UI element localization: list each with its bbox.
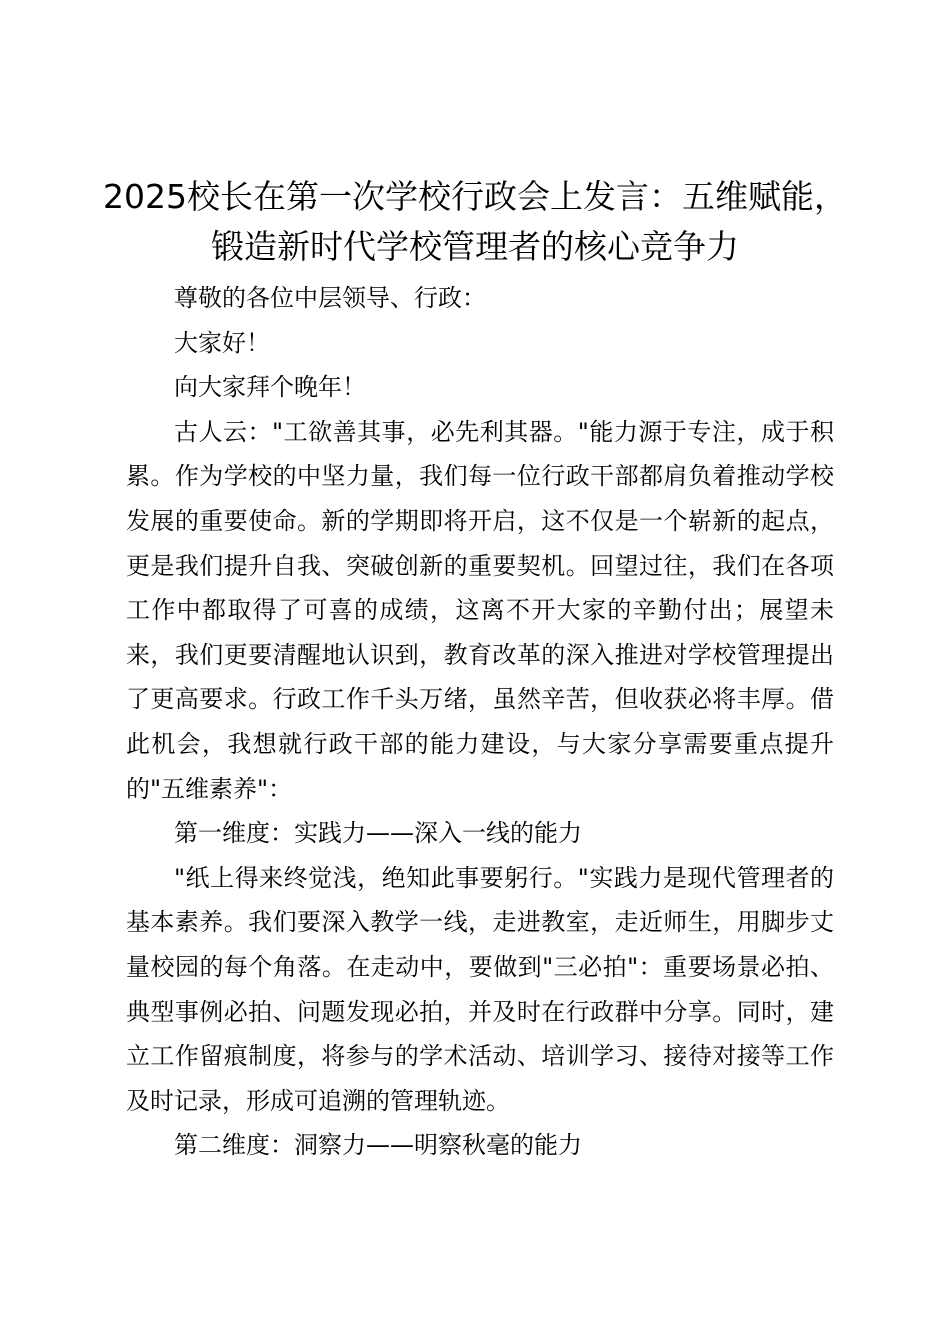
- practice-paragraph: "纸上得来终觉浅，绝知此事要躬行。"实践力是现代管理者的基本素养。我们要深入教学一线，走进教室，走近师生，用脚步丈量校园的每个角落。在走动中，要做到"三必拍"：重要场景必拍、典型事例必拍、问题发现必拍，并及时在行政群中分享。同时，建立工作留痕制度，将参与的学术活动、培训学习、接待对接等工作及时记录，形成可追溯的管理轨迹。: [126, 863, 834, 1115]
- new-year-greeting: 向大家拜个晚年！: [174, 373, 366, 402]
- document-body: [126, 276, 834, 1168]
- greeting: 大家好！: [174, 328, 270, 357]
- section-heading-practice: 第一维度：实践力——深入一线的能力: [174, 819, 582, 848]
- section-heading-insight: 第二维度：洞察力——明察秋毫的能力: [174, 1131, 582, 1160]
- salutation: 尊敬的各位中层领导、行政：: [174, 284, 486, 312]
- document-title: 2025校长在第一次学校行政会上发言：五维赋能，锻造新时代学校管理者的核心竞争力: [103, 177, 847, 266]
- intro-paragraph: 古人云："工欲善其事，必先利其器。"能力源于专注，成于积累。作为学校的中坚力量，我们每一位行政干部都肩负着推动学校发展的重要使命。新的学期即将开启，这不仅是一个崭新的起点，更是我们提升自我、突破创新的重要契机。回望过往，我们在各项工作中都取得了可喜的成绩，这离不开大家的辛勤付出；展望未来，我们更要清醒地认识到，教育改革的深入推进对学校管理提出了更高要求。行政工作千头万绪，虽然辛苦，但收获必将丰厚。借此机会，我想就行政干部的能力建设，与大家分享需要重点提升的"五维素养"：: [126, 417, 834, 803]
